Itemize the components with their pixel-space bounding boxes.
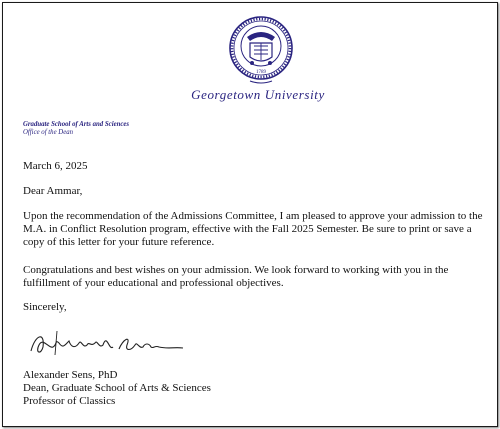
letter-paragraph-2: Congratulations and best wishes on your admission. We look forward to working with you in the fulfillment of your educational and professional objectives. — [23, 264, 449, 289]
office-subtitle: Office of the Dean — [23, 129, 74, 136]
letter-paragraph-1: Upon the recommendation of the Admissions Committee, I am pleased to approve your admission to the M.A. in Conflict Resolution program, effective with the Fall 2025 Semester. Be sure to print or save a copy of this letter for your future reference. — [23, 210, 483, 248]
signer-title: Dean, Graduate School of Arts & Sciences — [23, 382, 211, 394]
georgetown-seal-icon — [228, 13, 294, 87]
letter-greeting: Dear Ammar, — [23, 185, 83, 197]
letter-date: March 6, 2025 — [23, 160, 88, 172]
seal-year: 1789 — [256, 70, 266, 75]
university-wordmark: Georgetown University — [191, 87, 325, 102]
department-name: Graduate School of Arts and Sciences — [23, 121, 130, 128]
letter-page — [2, 2, 498, 427]
handwritten-signature — [27, 325, 187, 361]
signer-position: Professor of Classics — [23, 395, 116, 407]
letter-closing: Sincerely, — [23, 301, 67, 313]
office-heading — [23, 121, 129, 137]
signer-name: Alexander Sens, PhD — [23, 369, 118, 381]
signer-block — [23, 369, 493, 408]
